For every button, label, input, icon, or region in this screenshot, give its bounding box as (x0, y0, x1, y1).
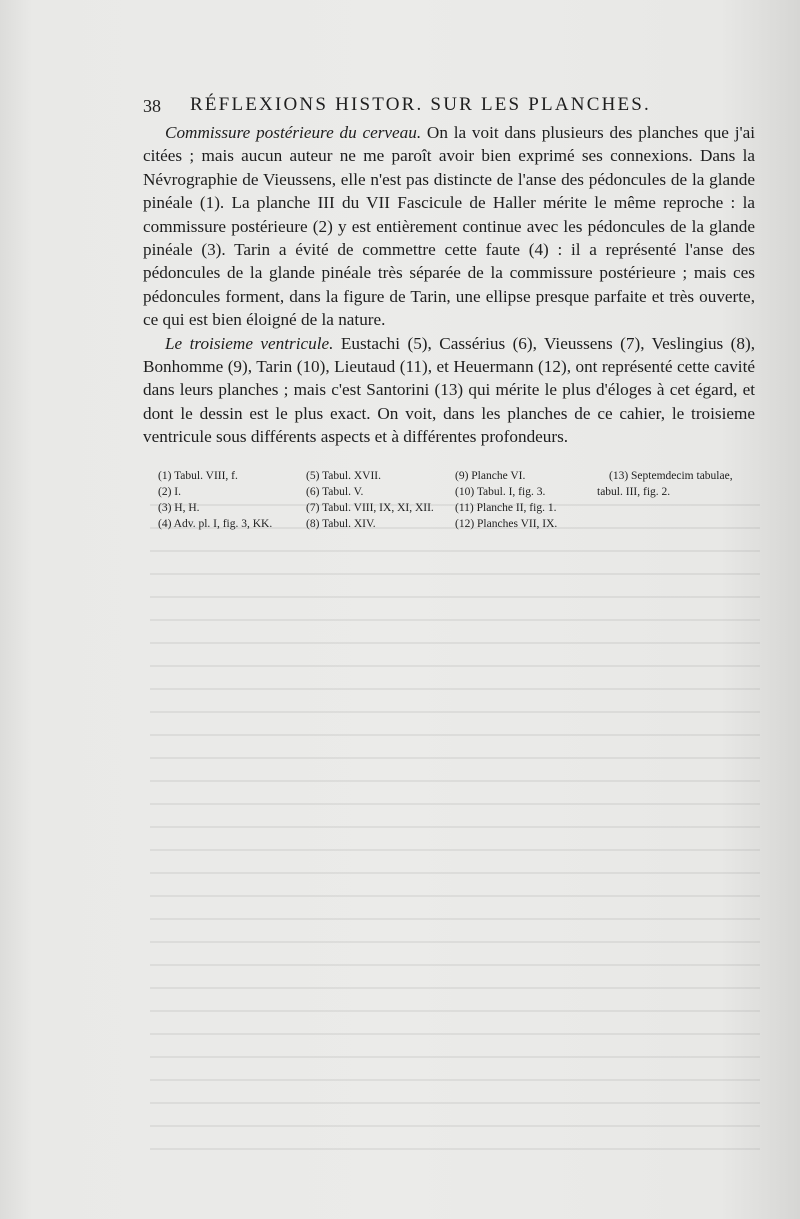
footnote: (4) Adv. pl. I, fig. 3, KK. (158, 518, 273, 530)
footnote: (5) Tabul. XVII. (306, 470, 381, 482)
footnote: (11) Planche II, fig. 1. (455, 502, 557, 514)
paragraph-body: Eustachi (5), Cassérius (6), Vieussens (7), Veslingius (8), Bonhomme (9), Tarin (10), Lieutaud (11), et Heuermann (12), ont représenté cette cavité dans leurs planches ; mais c'est Santorini (13) qui mérite le plus d'éloges à cet égard, et dont le dessin est le plus exact. On voit, dans les planches de ce cahier, le troisieme ventricule sous différents aspects et à différentes profondeurs. (143, 333, 756, 447)
paragraph-body: On la voit dans plusieurs des planches que j'ai citées ; mais aucun auteur ne me paroît avoir bien exprimé ses connexions. Dans la Névrographie de Vieussens, elle n'est pas distincte de l'anse des pédoncules de la glande pinéale (1). La planche III du VII Fascicule de Haller mérite le même reproche : la commissure postérieure (2) y est entièrement continue avec les pédoncules de la glande pinéale (3). Tarin a évité de commettre cette faute (4) : il a représenté l'anse des pédoncules de la glande pinéale très séparée de la commissure postérieure ; mais ces pédoncules forment, dans la figure de Tarin, une ellipse presque parfaite et très ouverte, ce qui est bien éloigné de la nature. (143, 123, 755, 330)
running-title: RÉFLEXIONS HISTOR. SUR LES PLANCHES. (190, 94, 652, 115)
footnote: (8) Tabul. XIV. (306, 518, 376, 530)
footnote: (13) Septemdecim tabulae, (609, 470, 733, 482)
page-number: 38 (143, 96, 161, 116)
footnote: tabul. III, fig. 2. (597, 486, 671, 498)
footnotes-column-1 (158, 468, 272, 532)
bleed-through-texture (150, 490, 760, 1170)
page-header (143, 94, 703, 120)
footnote: (12) Planches VII, IX. (455, 518, 558, 530)
paragraph-commissure (143, 121, 755, 332)
footnote: (2) I. (158, 486, 181, 498)
footnote: (9) Planche VI. (455, 470, 526, 482)
footnote: (3) H, H. (158, 502, 200, 514)
footnote: (7) Tabul. VIII, IX, XI, XII. (306, 502, 434, 514)
main-text (143, 121, 755, 449)
paragraph-lead: Commissure postérieure du cerveau. (165, 123, 422, 142)
paragraph-lead: Le troisieme ventricule. (165, 333, 334, 353)
footnote: (6) Tabul. V. (306, 486, 364, 498)
footnotes-column-4 (597, 468, 733, 500)
footnotes-column-3 (455, 468, 557, 532)
footnote: (10) Tabul. I, fig. 3. (455, 486, 546, 498)
footnotes-column-2 (306, 468, 434, 532)
paragraph-ventricle (143, 332, 755, 449)
footnote: (1) Tabul. VIII, f. (158, 470, 238, 482)
